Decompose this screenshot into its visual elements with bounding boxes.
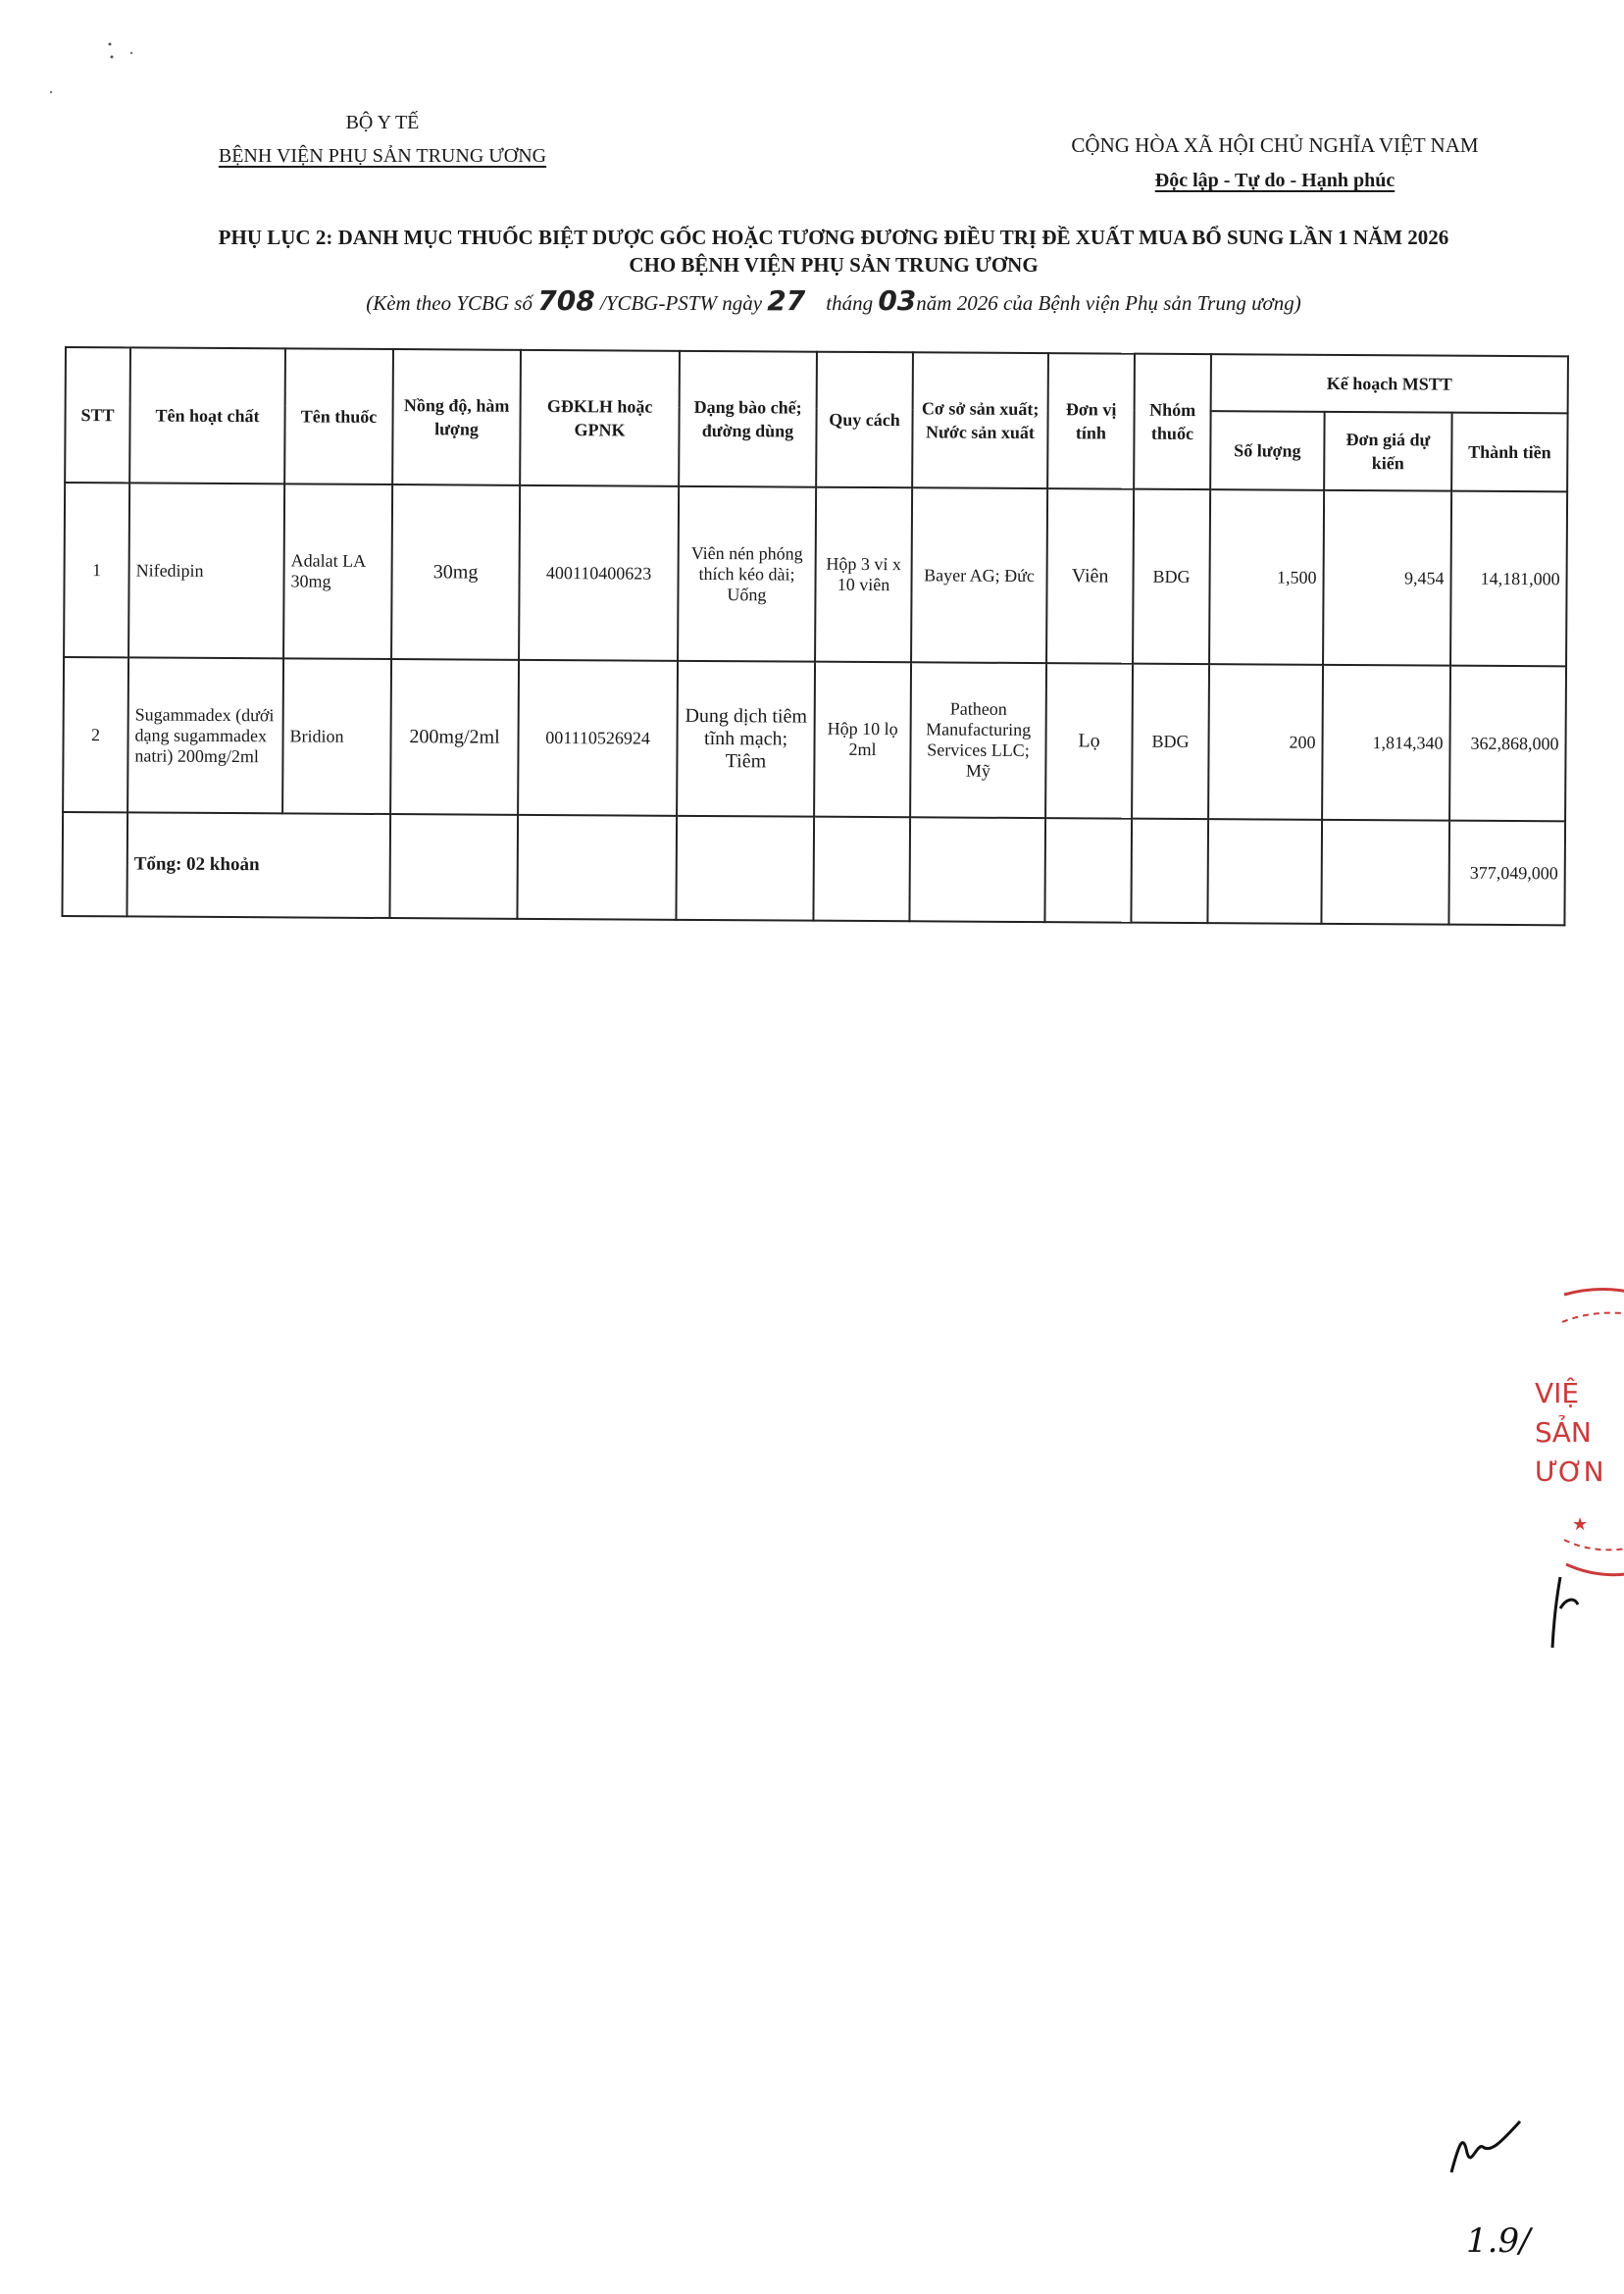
table-row	[63, 657, 1566, 821]
header-strength: Nồng độ, hàm lượng	[392, 349, 521, 485]
cell-strength: 200mg/2ml	[390, 659, 519, 815]
cell-empty	[517, 815, 677, 920]
cell-registration: 400110400623	[519, 485, 679, 661]
cell-stt: 1	[64, 483, 129, 657]
svg-text:★: ★	[1572, 1514, 1589, 1535]
ministry-name: BỘ Y TẾ	[345, 112, 420, 133]
cell-empty	[389, 814, 518, 919]
subtitle-part-2: /YCBG-PSTW ngày	[599, 291, 763, 315]
request-number: 708	[537, 284, 595, 317]
national-motto	[1020, 127, 1530, 198]
total-amount: 377,049,000	[1448, 821, 1565, 926]
cell-strength: 30mg	[391, 484, 520, 660]
cell-dosage-form: Dung dịch tiêm tĩnh mạch; Tiêm	[677, 661, 815, 817]
cell-unit-price: 1,814,340	[1322, 665, 1450, 821]
header-drug-name: Tên thuốc	[284, 348, 393, 484]
stamp-text-line-1: VIỆ	[1535, 1377, 1580, 1409]
cell-quantity: 200	[1208, 664, 1323, 820]
cell-empty	[62, 812, 127, 916]
document-subtitle	[294, 284, 1373, 317]
cell-empty	[909, 817, 1045, 922]
header-packaging: Quy cách	[816, 352, 913, 488]
signature-icon	[1442, 2114, 1530, 2182]
stamp-text-line-2: SẢN	[1535, 1416, 1592, 1449]
header-procurement-plan: Kế hoạch MSTT	[1211, 354, 1568, 413]
agency-header	[196, 106, 569, 173]
cell-drug-name: Adalat LA 30mg	[283, 484, 392, 659]
cell-manufacturer: Bayer AG; Đức	[911, 487, 1047, 663]
cell-empty	[1321, 820, 1449, 925]
drug-list-table	[61, 346, 1569, 926]
cell-manufacturer: Patheon Manufacturing Services LLC; Mỹ	[910, 662, 1046, 818]
header-drug-group: Nhóm thuốc	[1134, 354, 1211, 489]
cell-registration: 001110526924	[518, 660, 678, 816]
cell-empty	[1044, 818, 1132, 923]
cell-empty	[813, 817, 910, 922]
scan-speck-icon	[39, 39, 147, 98]
cell-active-ingredient: Nifedipin	[128, 483, 284, 658]
header-active-ingredient: Tên hoạt chất	[129, 347, 285, 484]
page-mark: 1.9/	[1466, 2221, 1531, 2261]
header-unit-price: Đơn giá dự kiến	[1324, 412, 1451, 491]
header-unit: Đơn vị tính	[1047, 353, 1135, 489]
header-registration: GĐKLH hoặc GPNK	[520, 350, 680, 486]
cell-drug-group: BDG	[1133, 489, 1210, 664]
subtitle-part-1: (Kèm theo YCBG số	[366, 291, 533, 315]
cell-empty	[1131, 819, 1208, 923]
total-label: Tổng: 02 khoản	[127, 812, 390, 918]
cell-total-amount: 362,868,000	[1449, 666, 1566, 822]
stamp-text-line-3: ƯƠN	[1535, 1455, 1604, 1488]
cell-total-amount: 14,181,000	[1450, 491, 1567, 667]
cell-unit: Viên	[1046, 488, 1134, 664]
cell-packaging: Hộp 10 lọ 2ml	[814, 662, 911, 818]
signature-initial-icon	[1545, 1569, 1584, 1657]
cell-packaging: Hộp 3 vỉ x 10 viên	[815, 487, 912, 663]
cell-active-ingredient: Sugammadex (dưới dạng sugammadex natri) 200mg/2ml	[127, 657, 283, 813]
cell-drug-group: BDG	[1132, 664, 1209, 819]
header-manufacturer: Cơ sở sản xuất; Nước sản xuất	[912, 352, 1048, 488]
document-title	[147, 224, 1520, 279]
country-name: CỘNG HÒA XÃ HỘI CHỦ NGHĨA VIỆT NAM	[1071, 133, 1479, 157]
header-stt: STT	[65, 347, 130, 483]
hospital-name: BỆNH VIỆN PHỤ SẢN TRUNG ƯƠNG	[218, 145, 547, 167]
cell-quantity: 1,500	[1209, 489, 1324, 665]
cell-unit: Lọ	[1045, 663, 1133, 819]
header-total-amount: Thành tiền	[1451, 413, 1568, 492]
total-row	[62, 812, 1565, 925]
header-quantity: Số lượng	[1210, 411, 1324, 490]
cell-drug-name: Bridion	[282, 658, 391, 814]
request-day: 27	[767, 284, 806, 317]
official-stamp	[1525, 1285, 1624, 1579]
title-line-2: CHO BỆNH VIỆN PHỤ SẢN TRUNG ƯƠNG	[629, 253, 1039, 277]
subtitle-part-3: tháng	[826, 291, 874, 315]
title-line-1: PHỤ LỤC 2: DANH MỤC THUỐC BIỆT DƯỢC GỐC HOẶC TƯƠNG ĐƯƠNG ĐIỀU TRỊ ĐỀ XUẤT MUA BỔ SUNG LẦN 1 NĂM 2026	[218, 226, 1449, 249]
subtitle-part-4: năm 2026 của Bệnh viện Phụ sản Trung ương)	[916, 291, 1301, 315]
cell-empty	[676, 816, 814, 921]
header-dosage-form: Dạng bào chế; đường dùng	[679, 351, 817, 487]
cell-dosage-form: Viên nén phóng thích kéo dài; Uống	[678, 486, 816, 662]
table-row	[64, 483, 1567, 666]
cell-empty	[1207, 819, 1322, 924]
cell-stt: 2	[63, 657, 128, 812]
motto: Độc lập - Tự do - Hạnh phúc	[1154, 170, 1396, 191]
cell-unit-price: 9,454	[1323, 490, 1451, 666]
request-month: 03	[878, 284, 917, 317]
